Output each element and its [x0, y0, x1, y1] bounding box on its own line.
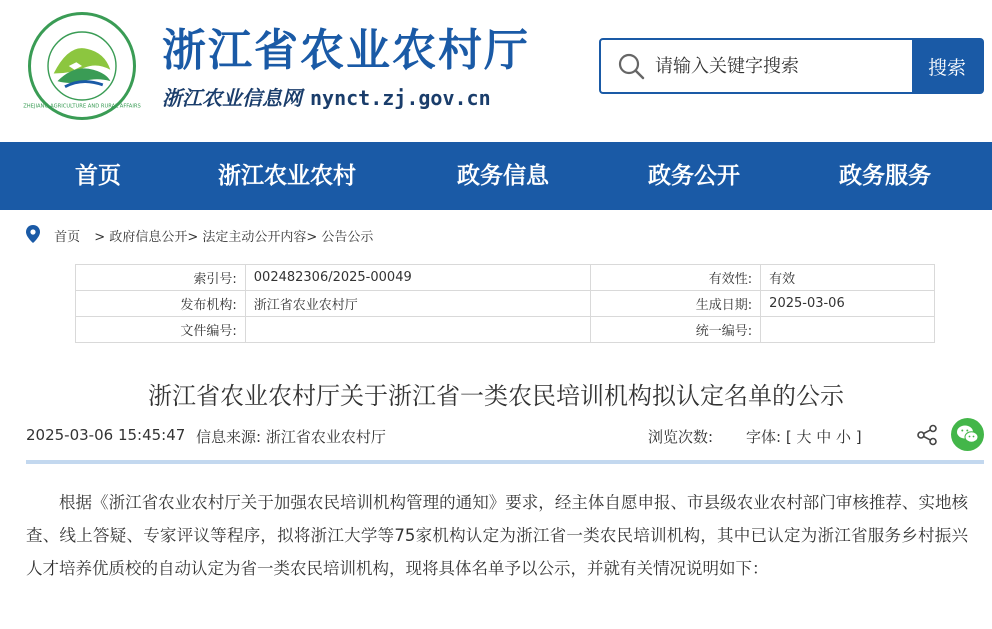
breadcrumb-home-link[interactable]: 首页: [54, 230, 81, 245]
site-title: 浙江省农业农村厅: [162, 25, 530, 76]
nav-item-zhejiang-agriculture[interactable]: 浙江农业农村: [218, 163, 356, 189]
table-row: [76, 265, 935, 291]
wechat-icon: [951, 418, 984, 451]
meta-index-value: 002482306/2025-00049: [245, 265, 591, 291]
site-subtitle: [162, 82, 491, 111]
share-icon[interactable]: [916, 424, 938, 446]
info-source: 信息来源: 浙江省农业农村厅: [196, 428, 386, 446]
meta-unified-no-label: 统一编号:: [591, 317, 761, 343]
meta-date-value: 2025-03-06: [761, 291, 935, 317]
meta-doc-no-label: 文件编号:: [76, 317, 246, 343]
meta-unified-no-value: [761, 317, 935, 343]
main-nav: [0, 142, 992, 210]
search-icon: [617, 52, 645, 80]
meta-validity-value: 有效: [761, 265, 935, 291]
wechat-share-button[interactable]: [951, 418, 984, 451]
nav-item-home[interactable]: 首页: [75, 163, 121, 189]
nav-item-government-services[interactable]: 政务服务: [839, 163, 931, 189]
meta-date-label: 生成日期:: [591, 291, 761, 317]
site-logo[interactable]: [23, 12, 141, 120]
site-url: nynct.zj.gov.cn: [310, 86, 491, 110]
article-info-bar: [26, 424, 984, 450]
meta-validity-label: 有效性:: [591, 265, 761, 291]
location-pin-icon: [26, 225, 40, 243]
content-divider: [26, 460, 984, 464]
svg-text:ZHEJIANG AGRICULTURE AND RURAL: ZHEJIANG AGRICULTURE AND RURAL AFFAIRS: [23, 103, 141, 110]
meta-index-label: 索引号:: [76, 265, 246, 291]
site-header: [0, 0, 992, 142]
nav-item-government-affairs-open[interactable]: 政务公开: [648, 163, 740, 189]
meta-publisher-label: 发布机构:: [76, 291, 246, 317]
meta-publisher-value: 浙江省农业农村厅: [245, 291, 591, 317]
breadcrumb-path[interactable]: > 政府信息公开> 法定主动公开内容> 公告公示: [94, 230, 374, 245]
table-row: [76, 317, 935, 343]
document-meta-table: [75, 264, 935, 343]
breadcrumb: [26, 225, 373, 245]
meta-doc-no-value: [245, 317, 591, 343]
publish-datetime: 2025-03-06 15:45:47: [26, 426, 186, 444]
table-row: [76, 291, 935, 317]
search-input[interactable]: [655, 40, 913, 92]
logo-emblem-icon: [23, 15, 141, 117]
site-subtitle-text: 浙江农业信息网: [162, 86, 302, 110]
search-box: [599, 38, 984, 94]
view-count: 浏览次数:: [648, 428, 714, 446]
article-title: 浙江省农业农村厅关于浙江省一类农民培训机构拟认定名单的公示: [148, 382, 844, 410]
search-button[interactable]: 搜索: [912, 40, 982, 92]
article-body: 根据《浙江省农业农村厅关于加强农民培训机构管理的通知》要求，经主体自愿申报、市县级农业农村部门审核推荐、实地核查、线上答疑、专家评议等程序，拟将浙江大学等75家机构认定为浙江省一类农民培训机构，其中已认定为浙江省服务乡村振兴人才培养优质校的自动认定为省一类农民培训机构，现将具体名单予以公示，并就有关情况说明如下：: [26, 493, 968, 578]
nav-item-government-info[interactable]: 政务信息: [457, 163, 549, 189]
font-size-switcher[interactable]: 字体: [ 大 中 小 ]: [746, 428, 862, 446]
